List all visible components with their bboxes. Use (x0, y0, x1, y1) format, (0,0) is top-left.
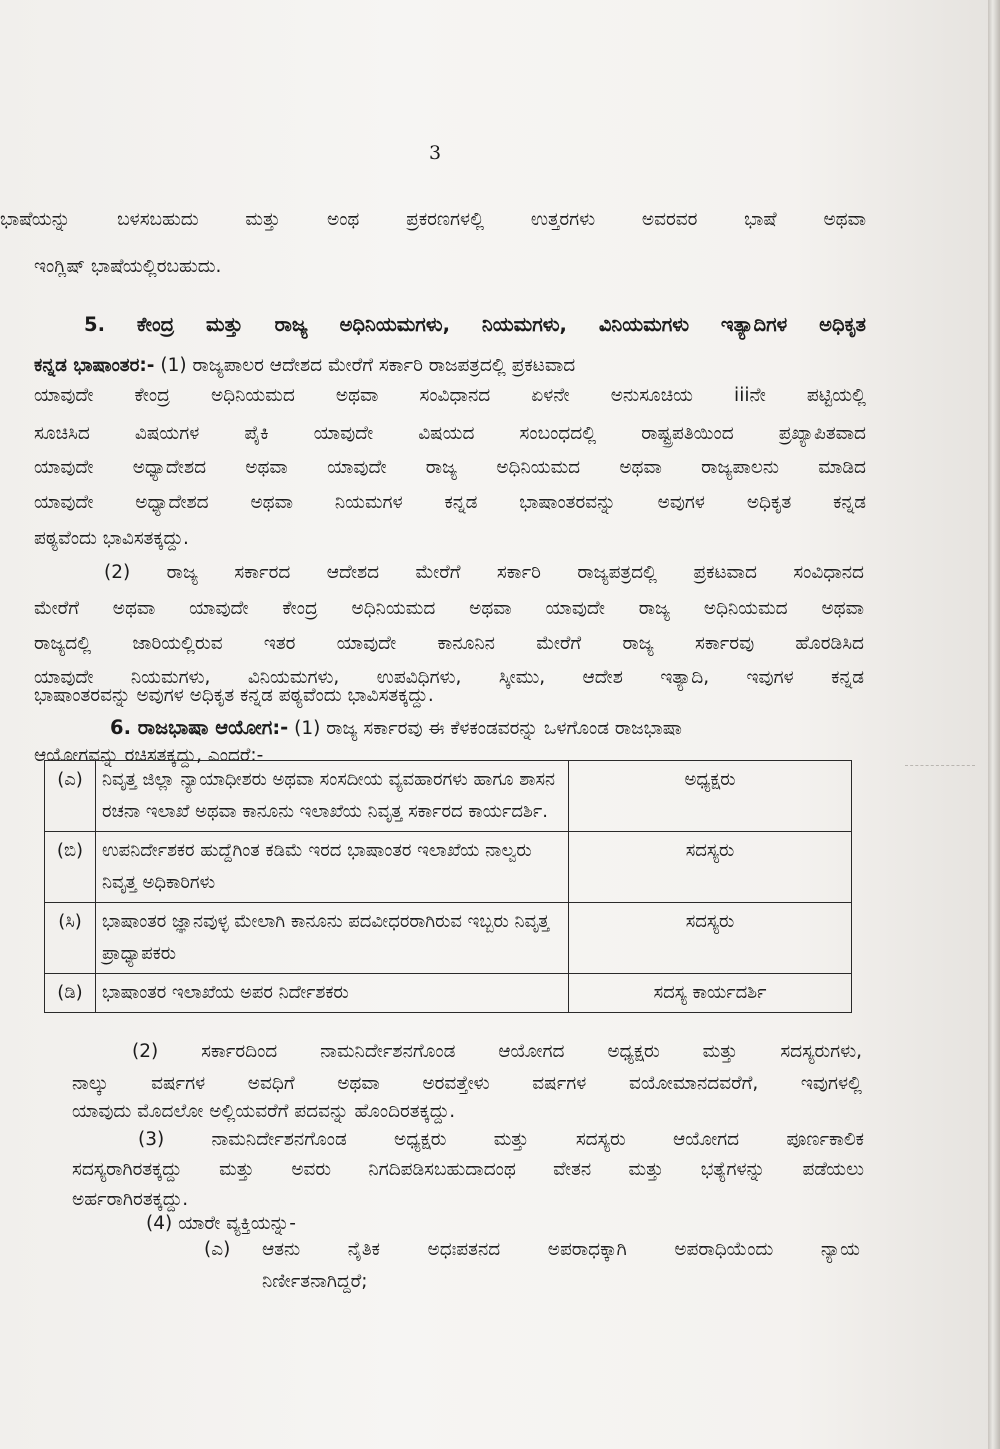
row-label: (ಸಿ) (45, 903, 96, 974)
row-label: (ಡಿ) (45, 974, 96, 1013)
row-role: ಸದಸ್ಯ ಕಾರ್ಯದರ್ಶಿ (569, 974, 852, 1013)
text-line: (2) ಸರ್ಕಾರದಿಂದ ನಾಮನಿರ್ದೇಶನಗೊಂಡ ಆಯೋಗದ ಅಧ್ಯಕ್ಷರು ಮತ್ತು ಸದಸ್ಯರುಗಳು, (132, 1041, 862, 1062)
text-line: ಪಠ್ಯವೆಂದು ಭಾವಿಸತಕ್ಕದ್ದು. (34, 528, 189, 549)
table-row (45, 974, 852, 1013)
text-line: ಯಾವುದೇ ಅಧ್ಯಾದೇಶದ ಅಥವಾ ಯಾವುದೇ ರಾಜ್ಯ ಅಧಿನಿಯಮದ ಅಥವಾ ರಾಜ್ಯಪಾಲನು ಮಾಡಿದ (34, 457, 866, 478)
row-role: ಸದಸ್ಯರು (569, 903, 852, 974)
table-row (45, 832, 852, 903)
text-line: ಸೂಚಿಸಿದ ವಿಷಯಗಳ ಪೈಕಿ ಯಾವುದೇ ವಿಷಯದ ಸಂಬಂಧದಲ್ಲಿ ರಾಷ್ಟ್ರಪತಿಯಿಂದ ಪ್ರಖ್ಯಾಪಿತವಾದ (34, 423, 866, 444)
row-description: ಭಾಷಾಂತರ ಜ್ಞಾನವುಳ್ಳ ಮೇಲಾಗಿ ಕಾನೂನು ಪದವೀಧರರಾಗಿರುವ ಇಬ್ಬರು ನಿವೃತ್ತ ಪ್ರಾಧ್ಯಾಪಕರು (96, 903, 569, 974)
text-line: ಯಾವುದೇ ಕೇಂದ್ರ ಅಧಿನಿಯಮದ ಅಥವಾ ಸಂವಿಧಾನದ ಏಳನೇ ಅನುಸೂಚಿಯ iiiನೇ ಪಟ್ಟಿಯಲ್ಲಿ (34, 385, 866, 406)
row-label: (ಬಿ) (45, 832, 96, 903)
section-5-heading-cont: ಕನ್ನಡ ಭಾಷಾಂತರ:- (34, 355, 155, 376)
clause-label: (ಎ) (204, 1239, 231, 1260)
text-line-rest: (1) ರಾಜ್ಯ ಸರ್ಕಾರವು ಈ ಕೆಳಕಂಡವರನ್ನು ಒಳಗೊಂಡ ರಾಜಭಾಷಾ (294, 718, 682, 739)
text-line: ಯಾವುದೇ ನಿಯಮಗಳು, ವಿನಿಯಮಗಳು, ಉಪವಿಧಿಗಳು, ಸ್ಕೀಮು, ಆದೇಶ ಇತ್ಯಾದಿ, ಇವುಗಳ ಕನ್ನಡ (34, 667, 864, 688)
row-description: ಉಪನಿರ್ದೇಶಕರ ಹುದ್ದೆಗಿಂತ ಕಡಿಮೆ ಇರದ ಭಾಷಾಂತರ ಇಲಾಖೆಯ ನಾಲ್ವರು ನಿವೃತ್ತ ಅಧಿಕಾರಿಗಳು (96, 832, 569, 903)
text-line: ಅರ್ಹರಾಗಿರತಕ್ಕದ್ದು. (72, 1189, 189, 1210)
text-line: ಸದಸ್ಯರಾಗಿರತಕ್ಕದ್ದು ಮತ್ತು ಅವರು ನಿಗದಿಪಡಿಸಬಹುದಾದಂಥ ವೇತನ ಮತ್ತು ಭತ್ಯೆಗಳನ್ನು ಪಡೆಯಲು (72, 1159, 864, 1180)
text-line (34, 354, 866, 378)
page-number: 3 (428, 142, 442, 164)
page-mark (905, 765, 975, 774)
page-edge (988, 0, 1000, 1449)
text-line: ಆಯೋಗವನ್ನು ರಚಿಸತಕ್ಕದ್ದು, ಎಂದರೆ:- (34, 745, 264, 766)
text-line: ಭಾಷೆಯನ್ನು ಬಳಸಬಹುದು ಮತ್ತು ಅಂಥ ಪ್ರಕರಣಗಳಲ್ಲಿ ಉತ್ತರಗಳು ಅವರವರ ಭಾಷೆ ಅಥವಾ (0, 209, 866, 230)
text-line: ಮೇರೆಗೆ ಅಥವಾ ಯಾವುದೇ ಕೇಂದ್ರ ಅಧಿನಿಯಮದ ಅಥವಾ ಯಾವುದೇ ರಾಜ್ಯ ಅಧಿನಿಯಮದ ಅಥವಾ (34, 598, 864, 619)
commission-table (44, 760, 852, 1013)
text-line: ಇಂಗ್ಲಿಷ್ ಭಾಷೆಯಲ್ಲಿರಬಹುದು. (34, 256, 222, 277)
row-role: ಸದಸ್ಯರು (569, 832, 852, 903)
text-line: (3) ನಾಮನಿರ್ದೇಶನಗೊಂಡ ಅಧ್ಯಕ್ಷರು ಮತ್ತು ಸದಸ್ಯರು ಆಯೋಗದ ಪೂರ್ಣಕಾಲಿಕ (138, 1129, 864, 1150)
text-line: ರಾಜ್ಯದಲ್ಲಿ ಜಾರಿಯಲ್ಲಿರುವ ಇತರ ಯಾವುದೇ ಕಾನೂನಿನ ಮೇರೆಗೆ ರಾಜ್ಯ ಸರ್ಕಾರವು ಹೊರಡಿಸಿದ (34, 633, 864, 654)
section-5-heading: 5. ಕೇಂದ್ರ ಮತ್ತು ರಾಜ್ಯ ಅಧಿನಿಯಮಗಳು, ನಿಯಮಗಳು, ವಿನಿಯಮಗಳು ಇತ್ಯಾದಿಗಳ ಅಧಿಕೃತ (84, 313, 866, 336)
text-line-rest: (1) ರಾಜ್ಯಪಾಲರ ಆದೇಶದ ಮೇರೆಗೆ ಸರ್ಕಾರಿ ರಾಜಪತ್ರದಲ್ಲಿ ಪ್ರಕಟವಾದ (160, 355, 576, 376)
section-6-heading: 6. ರಾಜಭಾಷಾ ಆಯೋಗ:- (110, 716, 289, 739)
text-line (110, 716, 862, 741)
table-row (45, 903, 852, 974)
text-line: ನಿರ್ಣೀತನಾಗಿದ್ದರೆ; (262, 1271, 368, 1292)
row-role: ಅಧ್ಯಕ್ಷರು (569, 761, 852, 832)
text-line: ನಾಲ್ಕು ವರ್ಷಗಳ ಅವಧಿಗೆ ಅಥವಾ ಅರವತ್ತೇಳು ವರ್ಷಗಳ ವಯೋಮಾನದವರೆಗೆ, ಇವುಗಳಲ್ಲಿ (72, 1073, 862, 1094)
text-line: (2) ರಾಜ್ಯ ಸರ್ಕಾರದ ಆದೇಶದ ಮೇರೆಗೆ ಸರ್ಕಾರಿ ರಾಜ್ಯಪತ್ರದಲ್ಲಿ ಪ್ರಕಟವಾದ ಸಂವಿಧಾನದ (104, 562, 864, 583)
row-label: (ಎ) (45, 761, 96, 832)
table-row (45, 761, 852, 832)
text-line: (4) ಯಾರೇ ವ್ಯಕ್ತಿಯನ್ನು- (146, 1213, 296, 1234)
row-description: ನಿವೃತ್ತ ಜಿಲ್ಲಾ ನ್ಯಾಯಾಧೀಶರು ಅಥವಾ ಸಂಸದೀಯ ವ್ಯವಹಾರಗಳು ಹಾಗೂ ಶಾಸನ ರಚನಾ ಇಲಾಖೆ ಅಥವಾ ಕಾನೂನು ಇಲಾಖೆಯ ನಿವೃತ್ತ ಸರ್ಕಾರದ ಕಾರ್ಯದರ್ಶಿ. (96, 761, 569, 832)
text-line: ಯಾವುದು ಮೊದಲೋ ಅಲ್ಲಿಯವರೆಗೆ ಪದವನ್ನು ಹೊಂದಿರತಕ್ಕದ್ದು. (72, 1101, 456, 1122)
text-line: ಯಾವುದೇ ಅಧ್ಯಾದೇಶದ ಅಥವಾ ನಿಯಮಗಳ ಕನ್ನಡ ಭಾಷಾಂತರವನ್ನು ಅವುಗಳ ಅಧಿಕೃತ ಕನ್ನಡ (34, 492, 866, 513)
row-description: ಭಾಷಾಂತರ ಇಲಾಖೆಯ ಅಪರ ನಿರ್ದೇಶಕರು (96, 974, 569, 1013)
text-line: ಭಾಷಾಂತರವನ್ನು ಅವುಗಳ ಅಧಿಕೃತ ಕನ್ನಡ ಪಠ್ಯವೆಂದು ಭಾವಿಸತಕ್ಕದ್ದು. (34, 685, 434, 706)
text-line: ಆತನು ನೈತಿಕ ಅಧಃಪತನದ ಅಪರಾಧಕ್ಕಾಗಿ ಅಪರಾಧಿಯೆಂದು ನ್ಯಾಯ (262, 1239, 860, 1260)
